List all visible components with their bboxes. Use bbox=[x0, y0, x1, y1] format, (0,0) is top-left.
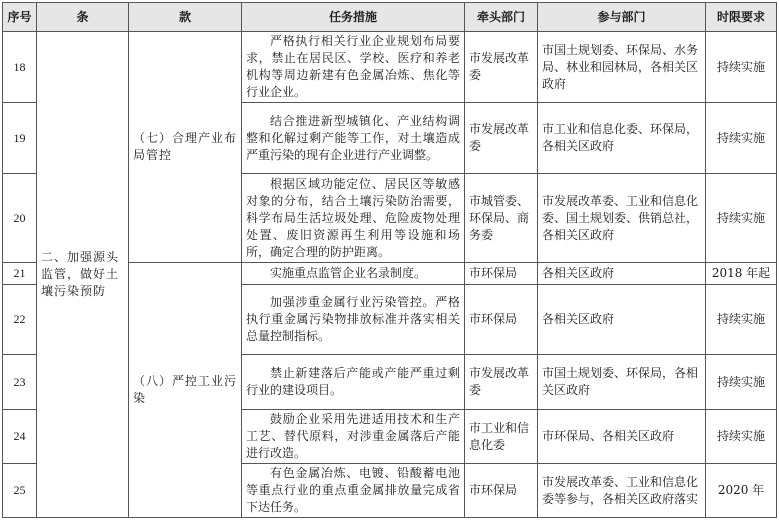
lead-cell: 市发展改革委 bbox=[465, 355, 538, 410]
lead-cell: 市发展改革委 bbox=[465, 32, 538, 103]
participants-cell: 市发展改革委、工业和信息化委、国土规划委、供销总社，各相关区政府 bbox=[538, 174, 706, 263]
participants-cell: 各相关区政府 bbox=[538, 285, 706, 355]
lead-cell: 市城管委、环保局、商务委 bbox=[465, 174, 538, 263]
measure-cell: 鼓励企业采用先进适用技术和生产工艺、替代原料，对涉重金属落后产能进行改造。 bbox=[242, 410, 465, 464]
subcategory-cell: （七）合理产业布局管控 bbox=[129, 32, 242, 263]
header-lead: 牵头部门 bbox=[465, 3, 538, 32]
subcategory-cell: （八）严控工业污染 bbox=[129, 263, 242, 518]
lead-cell: 市环保局 bbox=[465, 464, 538, 518]
measure-cell: 加强涉重金属行业污染管控。严格执行重金属污染物排放标准并落实相关总量控制指标。 bbox=[242, 285, 465, 355]
participants-cell: 市国土规划委、环保局，各相关区政府 bbox=[538, 355, 706, 410]
header-kuan: 款 bbox=[129, 3, 242, 32]
header-participants: 参与部门 bbox=[538, 3, 706, 32]
deadline-cell: 持续实施 bbox=[706, 410, 777, 464]
measure-cell: 严格执行相关行业企业规划布局要求，禁止在居民区、学校、医疗和养老机构等周边新建有色金属冶炼、焦化等行业企业。 bbox=[242, 32, 465, 103]
measure-cell: 有色金属冶炼、电镀、铅酸蓄电池等重点行业的重点重金属排放量完成省下达任务。 bbox=[242, 464, 465, 518]
deadline-cell: 持续实施 bbox=[706, 174, 777, 263]
header-deadline: 时限要求 bbox=[706, 3, 777, 32]
row-number: 20 bbox=[3, 174, 37, 263]
deadline-cell: 持续实施 bbox=[706, 32, 777, 103]
row-number: 23 bbox=[3, 355, 37, 410]
row-number: 19 bbox=[3, 103, 37, 174]
category-cell: 二、加强源头监管，做好土壤污染预防 bbox=[37, 32, 129, 518]
lead-cell: 市发展改革委 bbox=[465, 103, 538, 174]
measure-cell: 根据区域功能定位、居民区等敏感对象的分布，结合土壤污染防治需要，科学布局生活垃圾处理、危险废物处理处置、废旧资源再生利用等设施和场所，确定合理的防护距离。 bbox=[242, 174, 465, 263]
header-measures: 任务措施 bbox=[242, 3, 465, 32]
table-row bbox=[3, 32, 777, 103]
measure-cell: 实施重点监管企业名录制度。 bbox=[242, 263, 465, 285]
deadline-cell: 2018 年起 bbox=[706, 263, 777, 285]
row-number: 25 bbox=[3, 464, 37, 518]
lead-cell: 市环保局 bbox=[465, 285, 538, 355]
header-row bbox=[3, 3, 777, 32]
lead-cell: 市工业和信息化委 bbox=[465, 410, 538, 464]
participants-cell: 各相关区政府 bbox=[538, 263, 706, 285]
row-number: 22 bbox=[3, 285, 37, 355]
row-number: 24 bbox=[3, 410, 37, 464]
header-tiao: 条 bbox=[37, 3, 129, 32]
deadline-cell: 2020 年 bbox=[706, 464, 777, 518]
deadline-cell: 持续实施 bbox=[706, 285, 777, 355]
measure-cell: 禁止新建落后产能或产能严重过剩行业的建设项目。 bbox=[242, 355, 465, 410]
task-table bbox=[2, 2, 777, 518]
measure-cell: 结合推进新型城镇化、产业结构调整和化解过剩产能等工作，对土壤造成严重污染的现有企业进行产业调整。 bbox=[242, 103, 465, 174]
row-number: 18 bbox=[3, 32, 37, 103]
participants-cell: 市环保局、各相关区政府 bbox=[538, 410, 706, 464]
participants-cell: 市发展改革委、工业和信息化委等参与，各相关区政府落实 bbox=[538, 464, 706, 518]
header-no: 序号 bbox=[3, 3, 37, 32]
deadline-cell: 持续实施 bbox=[706, 103, 777, 174]
row-number: 21 bbox=[3, 263, 37, 285]
lead-cell: 市环保局 bbox=[465, 263, 538, 285]
participants-cell: 市工业和信息化委、环保局，各相关区政府 bbox=[538, 103, 706, 174]
participants-cell: 市国土规划委、环保局、水务局、林业和园林局，各相关区政府 bbox=[538, 32, 706, 103]
deadline-cell: 持续实施 bbox=[706, 355, 777, 410]
